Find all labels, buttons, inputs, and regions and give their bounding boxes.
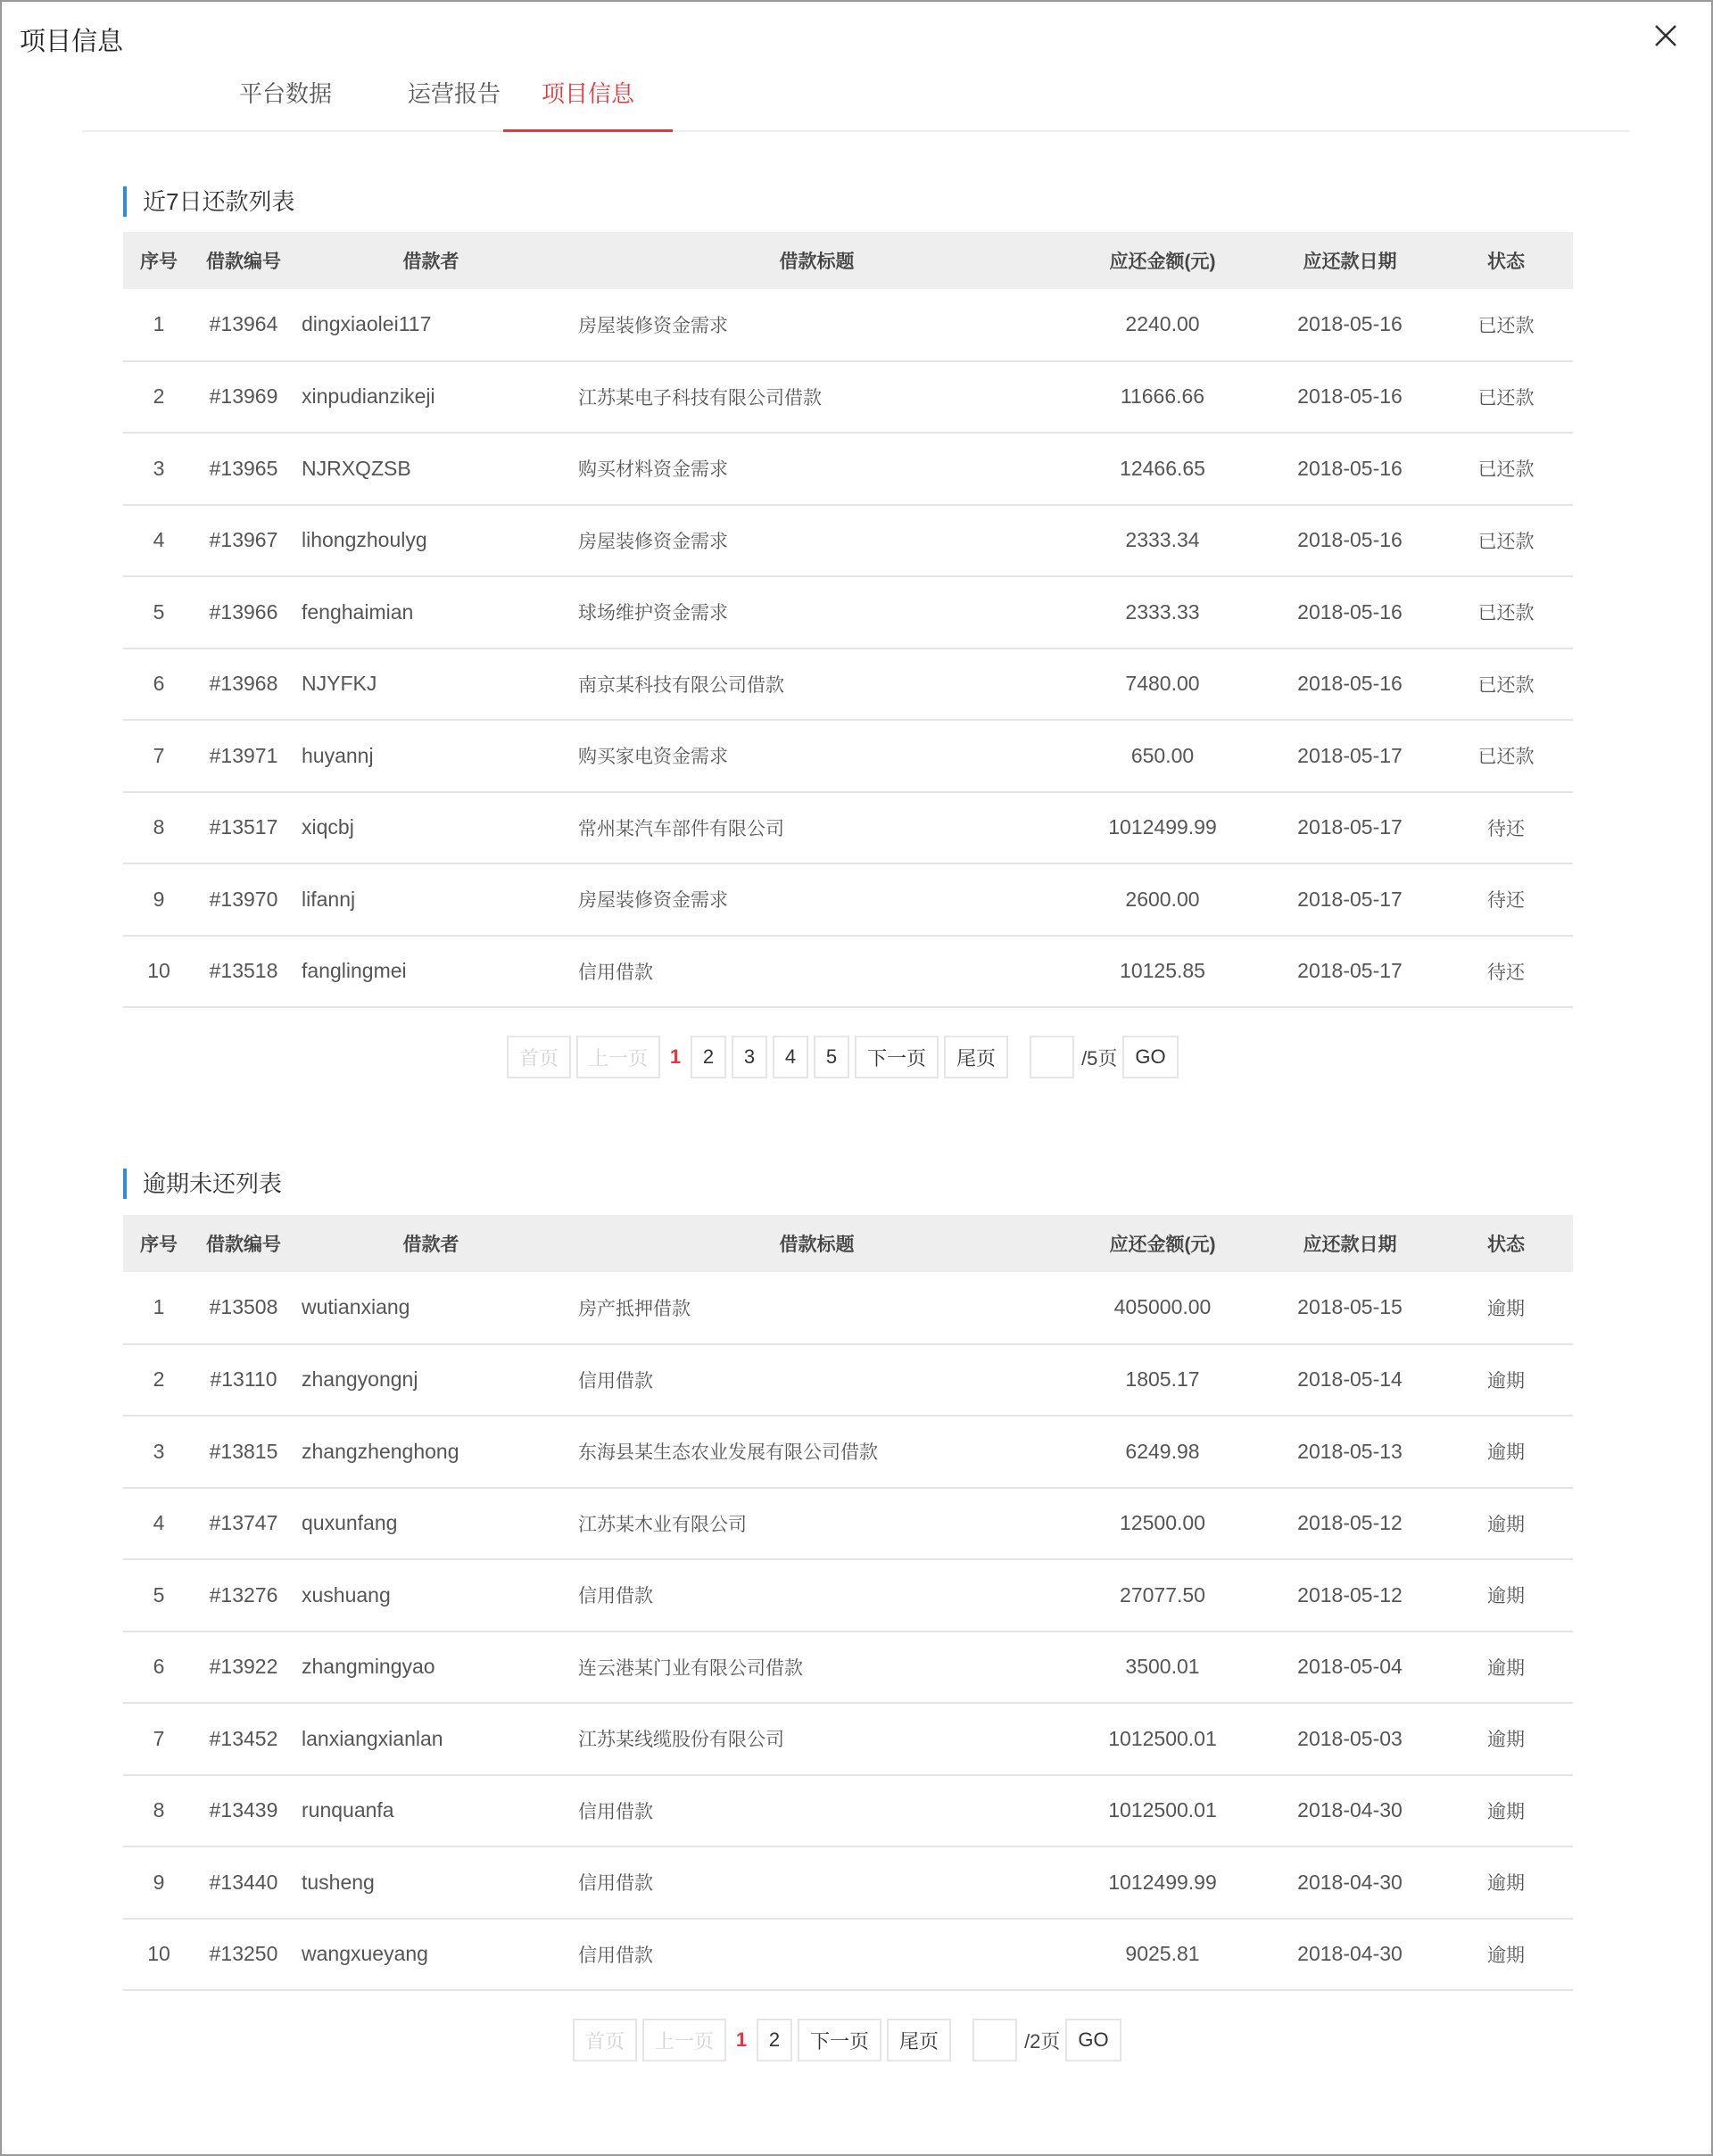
loan-number: #13965 xyxy=(209,456,278,480)
next-page-button[interactable]: 下一页 xyxy=(855,1036,939,1078)
loan-title: 江苏某木业有限公司 xyxy=(578,1514,747,1535)
loan-title: 信用借款 xyxy=(578,962,653,983)
loan-number: #13967 xyxy=(209,528,278,552)
col-header-borrower: 借款者 xyxy=(402,252,459,272)
repay-amount: 1012500.01 xyxy=(1108,1798,1217,1822)
page-jump-input[interactable] xyxy=(972,2019,1017,2061)
row-index: 10 xyxy=(147,1942,170,1966)
borrower-name: lanxiangxianlan xyxy=(302,1726,443,1750)
loan-title: 江苏某电子科技有限公司借款 xyxy=(578,387,822,409)
row-index: 3 xyxy=(153,1439,165,1463)
table-row xyxy=(123,576,1573,648)
repay-amount: 1012499.99 xyxy=(1108,815,1217,839)
loan-number: #13517 xyxy=(209,815,278,839)
repay-amount: 27077.50 xyxy=(1120,1582,1205,1607)
repay-amount: 650.00 xyxy=(1130,743,1195,767)
row-index: 4 xyxy=(153,528,165,552)
repay-status: 逾期 xyxy=(1487,1730,1525,1751)
table-row xyxy=(123,505,1573,577)
tab-platform-data[interactable]: 平台数据 xyxy=(238,80,332,107)
borrower-name: xushuang xyxy=(302,1582,391,1607)
col-header-loan-title: 借款标题 xyxy=(779,1235,855,1255)
row-index: 1 xyxy=(153,1295,165,1319)
overdue-table xyxy=(123,1215,1573,1991)
close-icon xyxy=(1654,24,1677,47)
due-date: 2018-05-16 xyxy=(1297,384,1403,409)
loan-number: #13922 xyxy=(209,1655,278,1679)
row-index: 6 xyxy=(153,1655,165,1679)
repay-status: 已还款 xyxy=(1477,387,1535,409)
col-header-index: 序号 xyxy=(140,1235,178,1255)
repay-status: 待还 xyxy=(1487,818,1525,839)
repay-status: 逾期 xyxy=(1487,1873,1525,1895)
due-date: 2018-05-17 xyxy=(1297,959,1403,983)
loan-title: 信用借款 xyxy=(578,1586,653,1607)
table-row xyxy=(123,1703,1573,1775)
loan-number: #13969 xyxy=(209,384,278,409)
table-row xyxy=(123,720,1573,792)
loan-number: #13518 xyxy=(209,959,278,983)
repay-amount: 10125.85 xyxy=(1120,959,1205,983)
current-page[interactable]: 1 xyxy=(669,1045,682,1068)
row-index: 8 xyxy=(153,815,165,839)
page-2-button[interactable]: 2 xyxy=(757,2019,792,2061)
repay-amount: 2240.00 xyxy=(1125,312,1200,336)
repay-status: 待还 xyxy=(1487,962,1525,983)
due-date: 2018-05-15 xyxy=(1297,1295,1403,1319)
last-page-button[interactable]: 尾页 xyxy=(887,2019,951,2061)
table-row xyxy=(123,648,1573,721)
col-header-loan-title: 借款标题 xyxy=(779,252,855,272)
borrower-name: quxunfang xyxy=(302,1511,398,1535)
loan-number: #13452 xyxy=(209,1726,278,1750)
borrower-name: lihongzhoulyg xyxy=(302,528,427,552)
loan-title: 球场维护资金需求 xyxy=(578,603,728,624)
repay-status: 已还款 xyxy=(1477,747,1535,768)
next-page-button[interactable]: 下一页 xyxy=(798,2019,881,2061)
col-header-borrower: 借款者 xyxy=(402,1235,459,1255)
due-date: 2018-04-30 xyxy=(1297,1870,1403,1894)
row-index: 2 xyxy=(153,1367,165,1392)
total-pages: /5页 xyxy=(1081,1046,1118,1070)
overdue-section-title: 逾期未还列表 xyxy=(123,1169,282,1199)
dialog-title: 项目信息 xyxy=(20,28,124,56)
col-header-loan-no: 借款编号 xyxy=(206,1235,281,1255)
borrower-name: wangxueyang xyxy=(302,1942,428,1966)
repay-amount: 9025.81 xyxy=(1125,1942,1200,1966)
loan-title: 信用借款 xyxy=(578,1370,653,1392)
repay-status: 逾期 xyxy=(1487,1370,1525,1392)
loan-title: 南京某科技有限公司借款 xyxy=(578,674,784,696)
row-index: 6 xyxy=(153,672,165,696)
row-index: 2 xyxy=(153,384,165,409)
due-date: 2018-05-13 xyxy=(1297,1439,1403,1463)
loan-title: 购买家电资金需求 xyxy=(578,747,728,768)
row-index: 5 xyxy=(153,1582,165,1607)
col-header-due-date: 应还款日期 xyxy=(1303,1235,1397,1255)
loan-number: #13971 xyxy=(209,743,278,767)
repay-status: 已还款 xyxy=(1477,531,1535,552)
borrower-name: xinpudianzikeji xyxy=(302,384,435,409)
repay-amount: 2600.00 xyxy=(1125,887,1200,911)
table-row xyxy=(123,289,1573,361)
repay-status: 逾期 xyxy=(1487,1442,1525,1464)
due-date: 2018-05-17 xyxy=(1297,743,1403,767)
borrower-name: wutianxiang xyxy=(302,1295,410,1319)
table-row xyxy=(123,792,1573,864)
repay-status: 已还款 xyxy=(1477,315,1535,336)
row-index: 9 xyxy=(153,1870,165,1894)
loan-number: #13964 xyxy=(209,312,278,336)
loan-number: #13968 xyxy=(209,672,278,696)
loan-title: 购买材料资金需求 xyxy=(578,459,728,481)
loan-number: #13970 xyxy=(209,887,278,911)
tab-project-info[interactable]: 项目信息 xyxy=(503,64,673,132)
repay-amount: 12466.65 xyxy=(1120,456,1205,480)
overdue-table-body xyxy=(123,1272,1573,1990)
col-header-status: 状态 xyxy=(1487,1235,1525,1255)
page-3-button[interactable]: 3 xyxy=(732,1036,767,1078)
loan-title: 东海县某生态农业发展有限公司借款 xyxy=(578,1442,878,1464)
row-index: 8 xyxy=(153,1798,165,1822)
row-index: 1 xyxy=(153,312,165,336)
page-jump-input[interactable] xyxy=(1030,1036,1074,1078)
recent-repayment-section-title: 近7日还款列表 xyxy=(123,186,294,217)
table-header-row xyxy=(123,1215,1573,1272)
loan-title: 房屋装修资金需求 xyxy=(578,315,728,336)
due-date: 2018-05-17 xyxy=(1297,887,1403,911)
borrower-name: huyannj xyxy=(302,743,374,767)
row-index: 9 xyxy=(153,887,165,911)
repay-amount: 2333.34 xyxy=(1125,528,1200,552)
due-date: 2018-05-04 xyxy=(1297,1655,1403,1679)
loan-title: 房屋装修资金需求 xyxy=(578,531,728,552)
row-index: 7 xyxy=(153,743,165,767)
table-row xyxy=(123,863,1573,936)
loan-number: #13815 xyxy=(209,1439,278,1463)
table-row xyxy=(123,936,1573,1008)
due-date: 2018-05-14 xyxy=(1297,1367,1403,1392)
repay-amount: 6249.98 xyxy=(1125,1439,1200,1463)
repay-status: 逾期 xyxy=(1487,1657,1525,1679)
repay-status: 逾期 xyxy=(1487,1801,1525,1822)
table-row xyxy=(123,1846,1573,1919)
due-date: 2018-04-30 xyxy=(1297,1942,1403,1966)
col-header-amount: 应还金额(元) xyxy=(1109,1235,1216,1255)
table-row xyxy=(123,1416,1573,1488)
repay-status: 待还 xyxy=(1487,890,1525,912)
repay-status: 已还款 xyxy=(1477,674,1535,696)
first-page-button[interactable]: 首页 xyxy=(507,1036,571,1078)
loan-title: 信用借款 xyxy=(578,1801,653,1822)
col-header-loan-no: 借款编号 xyxy=(206,252,281,272)
repay-amount: 1012499.99 xyxy=(1108,1870,1217,1894)
table-header-row xyxy=(123,232,1573,289)
table-row xyxy=(123,1559,1573,1631)
due-date: 2018-05-12 xyxy=(1297,1511,1403,1535)
borrower-name: xiqcbj xyxy=(302,815,354,839)
repay-amount: 3500.01 xyxy=(1125,1655,1200,1679)
loan-number: #13276 xyxy=(209,1582,278,1607)
due-date: 2018-04-30 xyxy=(1297,1798,1403,1822)
page-5-button[interactable]: 5 xyxy=(814,1036,849,1078)
close-button[interactable] xyxy=(1648,18,1684,54)
borrower-name: zhangyongnj xyxy=(302,1367,418,1392)
loan-title: 房屋装修资金需求 xyxy=(578,890,728,912)
recent-repayment-table xyxy=(123,232,1573,1008)
due-date: 2018-05-16 xyxy=(1297,456,1403,480)
loan-title: 信用借款 xyxy=(578,1945,653,1966)
loan-title: 连云港某门业有限公司借款 xyxy=(578,1657,803,1679)
due-date: 2018-05-17 xyxy=(1297,815,1403,839)
borrower-name: tusheng xyxy=(302,1870,375,1894)
overdue-pager xyxy=(573,2019,1121,2061)
row-index: 5 xyxy=(153,599,165,624)
col-header-amount: 应还金额(元) xyxy=(1109,252,1216,272)
borrower-name: runquanfa xyxy=(302,1798,394,1822)
col-header-index: 序号 xyxy=(140,252,178,272)
last-page-button[interactable]: 尾页 xyxy=(944,1036,1008,1078)
borrower-name: fenghaimian xyxy=(302,599,414,624)
table-row xyxy=(123,1488,1573,1560)
table-row xyxy=(123,1775,1573,1847)
current-page[interactable]: 1 xyxy=(735,2028,748,2051)
repay-amount: 405000.00 xyxy=(1113,1295,1212,1319)
due-date: 2018-05-03 xyxy=(1297,1726,1403,1750)
table-row xyxy=(123,361,1573,434)
repay-amount: 1012500.01 xyxy=(1108,1726,1217,1750)
loan-number: #13440 xyxy=(209,1870,278,1894)
repay-status: 逾期 xyxy=(1487,1586,1525,1607)
prev-page-button[interactable]: 上一页 xyxy=(576,1036,660,1078)
go-button[interactable]: GO xyxy=(1065,2019,1121,2061)
borrower-name: NJYFKJ xyxy=(302,672,377,696)
tab-bar xyxy=(82,64,1630,132)
borrower-name: zhangzhenghong xyxy=(302,1439,459,1463)
repay-status: 逾期 xyxy=(1487,1514,1525,1535)
row-index: 10 xyxy=(147,959,170,983)
tab-operation-report[interactable]: 运营报告 xyxy=(407,80,501,107)
repay-amount: 12500.00 xyxy=(1120,1511,1205,1535)
repay-amount: 1805.17 xyxy=(1125,1367,1200,1392)
loan-number: #13439 xyxy=(209,1798,278,1822)
loan-number: #13110 xyxy=(210,1367,277,1392)
table-row xyxy=(123,1919,1573,1991)
repay-amount: 11666.66 xyxy=(1120,384,1205,409)
page-2-button[interactable]: 2 xyxy=(691,1036,726,1078)
borrower-name: dingxiaolei117 xyxy=(302,312,432,336)
recent-pager xyxy=(507,1036,1179,1078)
col-header-status: 状态 xyxy=(1487,252,1525,272)
go-button[interactable]: GO xyxy=(1122,1036,1178,1078)
row-index: 4 xyxy=(153,1511,165,1535)
recent-repayment-table-body xyxy=(123,289,1573,1007)
row-index: 7 xyxy=(153,1726,165,1750)
loan-number: #13508 xyxy=(209,1295,278,1319)
table-row xyxy=(123,1272,1573,1344)
repay-amount: 2333.33 xyxy=(1125,599,1200,624)
repay-status: 已还款 xyxy=(1477,603,1535,624)
loan-number: #13250 xyxy=(209,1942,278,1966)
borrower-name: fanglingmei xyxy=(302,959,407,983)
due-date: 2018-05-16 xyxy=(1297,312,1403,336)
borrower-name: zhangmingyao xyxy=(302,1655,435,1679)
repay-status: 逾期 xyxy=(1487,1945,1525,1966)
borrower-name: lifannj xyxy=(302,887,356,911)
row-index: 3 xyxy=(153,456,165,480)
repay-status: 逾期 xyxy=(1487,1298,1525,1319)
page-4-button[interactable]: 4 xyxy=(773,1036,808,1078)
loan-title: 信用借款 xyxy=(578,1873,653,1895)
prev-page-button[interactable]: 上一页 xyxy=(642,2019,726,2061)
loan-title: 房产抵押借款 xyxy=(578,1298,691,1319)
table-row xyxy=(123,1631,1573,1704)
loan-number: #13747 xyxy=(209,1511,278,1535)
due-date: 2018-05-16 xyxy=(1297,672,1403,696)
loan-number: #13966 xyxy=(209,599,278,624)
due-date: 2018-05-16 xyxy=(1297,528,1403,552)
repay-status: 已还款 xyxy=(1477,459,1535,481)
col-header-due-date: 应还款日期 xyxy=(1303,252,1397,272)
loan-title: 常州某汽车部件有限公司 xyxy=(578,818,784,839)
due-date: 2018-05-12 xyxy=(1297,1582,1403,1607)
due-date: 2018-05-16 xyxy=(1297,599,1403,624)
borrower-name: NJRXQZSB xyxy=(302,456,411,480)
table-row xyxy=(123,433,1573,505)
loan-title: 江苏某线缆股份有限公司 xyxy=(578,1730,784,1751)
repay-amount: 7480.00 xyxy=(1125,672,1200,696)
first-page-button[interactable]: 首页 xyxy=(573,2019,637,2061)
table-row xyxy=(123,1344,1573,1417)
total-pages: /2页 xyxy=(1024,2029,1061,2053)
